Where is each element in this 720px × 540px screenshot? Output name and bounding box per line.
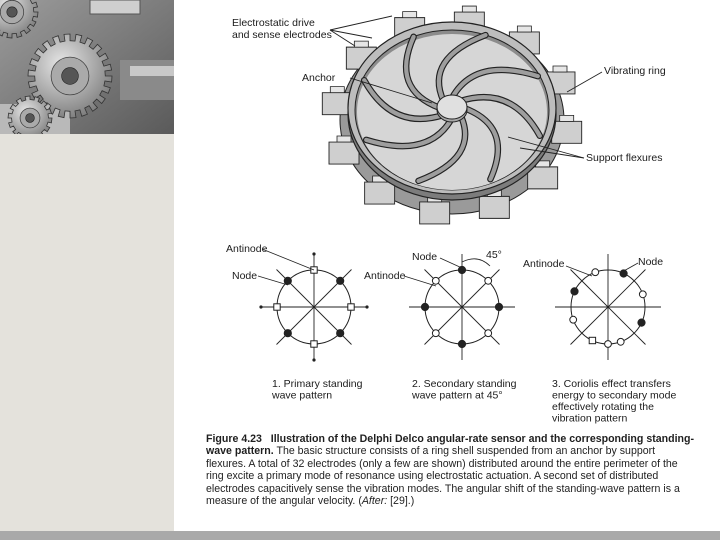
ring-gyroscope-drawing (322, 6, 581, 224)
label-support-flexures: Support flexures (586, 152, 663, 164)
label-node: Node (412, 251, 438, 263)
label-vibrating-ring: Vibrating ring (604, 65, 666, 77)
label-node: Node (638, 256, 664, 268)
label-antinode: Antinode (226, 243, 268, 255)
pattern-caption-1: 1. Primary standing wave pattern (272, 378, 363, 402)
bottom-bar (0, 531, 720, 540)
label-anchor: Anchor (302, 72, 336, 84)
microgears-photo (0, 0, 174, 134)
pattern-caption-3: 3. Coriolis effect transfers energy to secondary mode effectively rotating the vibration pattern (552, 378, 677, 425)
pattern-primary (259, 252, 368, 361)
label-node: Node (232, 270, 258, 282)
figure-caption-after: After: (361, 495, 388, 508)
label-electrodes: Electrostatic drive and sense electrodes (232, 17, 332, 41)
pattern-secondary (409, 254, 515, 360)
label-antinode: Antinode (364, 270, 406, 282)
figure-number: Figure 4.23 (206, 433, 262, 445)
pattern-coriolis (555, 254, 664, 360)
label-antinode: Antinode (523, 258, 565, 270)
figure-caption-body: The basic structure consists of a ring shell suspended from an anchor by support flexures. A total of 32 electrodes (only a few are shown) distributed around the entire perimeter of the ring excite a primary mode of resonance using electrostatic actuation. A second set of distributed electrodes capacitively sense the vibration modes. The angular shift of the standing-wave pattern is a measure of the angular velocity. ( (206, 445, 680, 508)
figure-caption-ref: [29].) (387, 495, 415, 508)
label-angle: 45° (486, 249, 502, 261)
pattern-caption-2: 2. Secondary standing wave pattern at 45° (412, 378, 517, 402)
figure-caption (206, 433, 696, 507)
left-sidebar (0, 0, 174, 540)
figure-title: Illustration of the Delphi Delco angular-rate sensor and the corresponding standing-wave pattern. (206, 433, 694, 458)
